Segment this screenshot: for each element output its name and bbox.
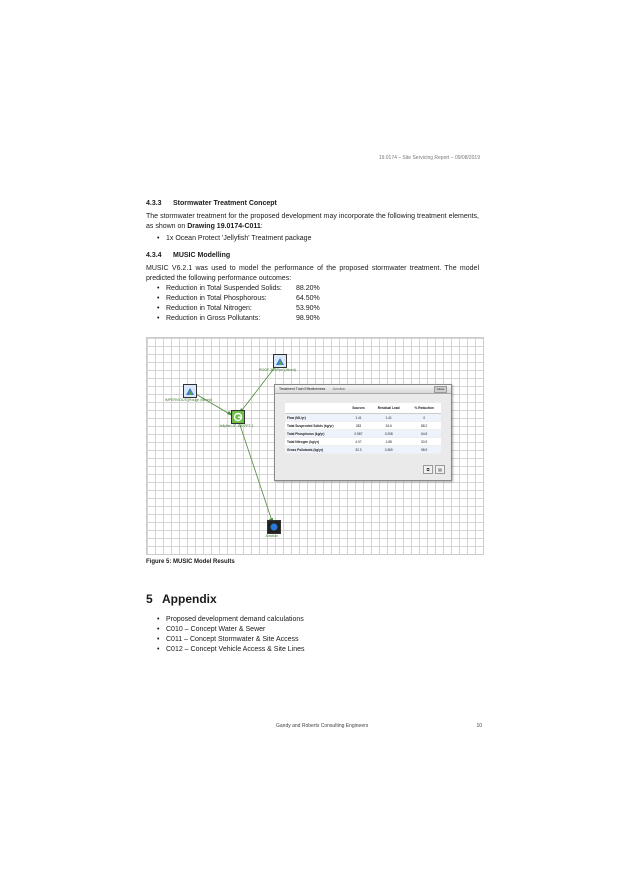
junction-node[interactable] [267, 520, 281, 534]
outcomes-list [157, 284, 320, 324]
table-cell: 0.369 [370, 446, 407, 454]
table-cell: 0 [407, 414, 441, 422]
bullet-icon: • [157, 616, 160, 623]
table-cell: 98.9 [407, 446, 441, 454]
stormwater-paragraph [146, 212, 479, 232]
list-item [157, 615, 305, 625]
table-cell: 53.9 [407, 438, 441, 446]
jellyfish-node-label: Jellyfish JF-100 FFT-1 [219, 424, 254, 428]
outcome-value: 98.90% [296, 315, 320, 322]
list-item [157, 625, 305, 635]
column-header: % Reduction [407, 403, 441, 414]
section-heading-434 [146, 252, 230, 259]
table-header-row [285, 403, 441, 414]
copy-icon[interactable]: ⧉ [423, 465, 433, 474]
table-cell: Total Nitrogen (kg/yr) [285, 438, 347, 446]
dialog-titlebar [275, 385, 451, 394]
bullet-icon: • [157, 636, 160, 643]
document-reference: 19.0174 – Site Servicing Report – 09/08/2019 [378, 155, 480, 161]
list-item-label: C010 – Concept Water & Sewer [166, 626, 266, 633]
table-cell: 1.88 [370, 438, 407, 446]
music-paragraph: MUSIC V6.2.1 was used to model the performance of the proposed stormwater treatment. The model predicted the following performance outcomes: [146, 265, 479, 282]
list-item-label: C011 – Concept Stormwater & Site Access [166, 636, 299, 643]
outcome-label: Reduction in Gross Pollutants: [166, 315, 261, 322]
table-row [285, 414, 441, 422]
roof-node-label: ROOF 38%Ppn (Mixed) [259, 368, 296, 372]
list-item [157, 294, 320, 304]
table-cell: 32.3 [347, 446, 370, 454]
effectiveness-table [285, 403, 441, 454]
section-number: 4.3.3 [146, 200, 162, 207]
table-row [285, 438, 441, 446]
table-cell: 64.5 [407, 430, 441, 438]
bullet-icon: • [157, 315, 160, 322]
outcome-label: Reduction in Total Suspended Solids: [166, 285, 282, 292]
bullet-icon: • [157, 626, 160, 633]
table-cell: 88.2 [407, 422, 441, 430]
column-header: Residual Load [370, 403, 407, 414]
section-title: Stormwater Treatment Concept [173, 200, 277, 207]
list-item [157, 635, 305, 645]
paragraph-text: The stormwater treatment for the proposed development may incorporate the following treatment elements, as shown on [146, 213, 479, 230]
outcome-label: Reduction in Total Nitrogen: [166, 305, 252, 312]
outcome-value: 64.50% [296, 295, 320, 302]
table-cell: 0.587 [347, 430, 370, 438]
table-cell: Total Suspended Solids (kg/yr) [285, 422, 347, 430]
list-item [157, 645, 305, 655]
list-item [157, 314, 320, 324]
junction-icon [269, 522, 279, 532]
chart-icon[interactable]: ▤ [435, 465, 445, 474]
table-cell: Flow (ML/yr) [285, 414, 347, 422]
table-row [285, 430, 441, 438]
roof-node[interactable] [273, 354, 287, 368]
section-heading-433 [146, 200, 277, 207]
bullet-icon: • [157, 295, 160, 302]
section-number: 4.3.4 [146, 252, 162, 259]
dialog-subtitle: Junction [332, 387, 346, 391]
list-item-label: Proposed development demand calculations [166, 616, 304, 623]
outcome-value: 88.20% [296, 285, 320, 292]
catchment-icon [185, 386, 195, 396]
bullet-icon: • [157, 235, 160, 242]
table-row [285, 446, 441, 454]
bullet-icon: • [157, 285, 160, 292]
list-item [157, 284, 320, 294]
table-cell: 1.41 [370, 414, 407, 422]
list-item [157, 304, 320, 314]
catchment-icon [275, 356, 285, 366]
paragraph-text-end: : [260, 223, 263, 230]
column-header [285, 403, 347, 414]
outcome-value: 53.90% [296, 305, 320, 312]
table-cell: 34.6 [370, 422, 407, 430]
section-title: MUSIC Modelling [173, 252, 231, 259]
bullet-icon: • [157, 646, 160, 653]
appendix-heading [146, 592, 217, 606]
page-number: 10 [476, 723, 482, 729]
treatment-train-dialog [274, 384, 452, 481]
dialog-title: Treatment Train Effectiveness [279, 387, 326, 391]
junction-node-label: Junction [265, 534, 279, 538]
section-number: 5 [146, 592, 153, 606]
appendix-list [157, 615, 305, 655]
table-cell: 283 [347, 422, 370, 430]
drawing-reference: Drawing 19.0174-C011 [187, 223, 261, 230]
outcome-label: Reduction in Total Phosphorous: [166, 295, 267, 302]
impervious-node-label: IMPERVIOUS (Rough (Mixed) [165, 398, 213, 402]
table-cell: 0.208 [370, 430, 407, 438]
footer-company: Gandy and Roberts Consulting Engineers [276, 723, 369, 729]
treatment-icon [233, 412, 243, 422]
impervious-node[interactable] [183, 384, 197, 398]
jellyfish-node[interactable] [231, 410, 245, 424]
table-cell: 1.41 [347, 414, 370, 422]
table-row [285, 422, 441, 430]
bullet-icon: • [157, 305, 160, 312]
table-cell: 4.07 [347, 438, 370, 446]
table-cell: Gross Pollutants (kg/yr) [285, 446, 347, 454]
list-item-label: 1x Ocean Protect 'Jellyfish' Treatment package [166, 235, 312, 242]
close-button[interactable]: Close [434, 386, 447, 393]
section-title: Appendix [162, 592, 217, 606]
column-header: Sources [347, 403, 370, 414]
table-cell: Total Phosphorus (kg/yr) [285, 430, 347, 438]
list-item [157, 234, 311, 244]
list-item-label: C012 – Concept Vehicle Access & Site Lines [166, 646, 305, 653]
figure-caption: Figure 5: MUSIC Model Results [146, 559, 235, 565]
